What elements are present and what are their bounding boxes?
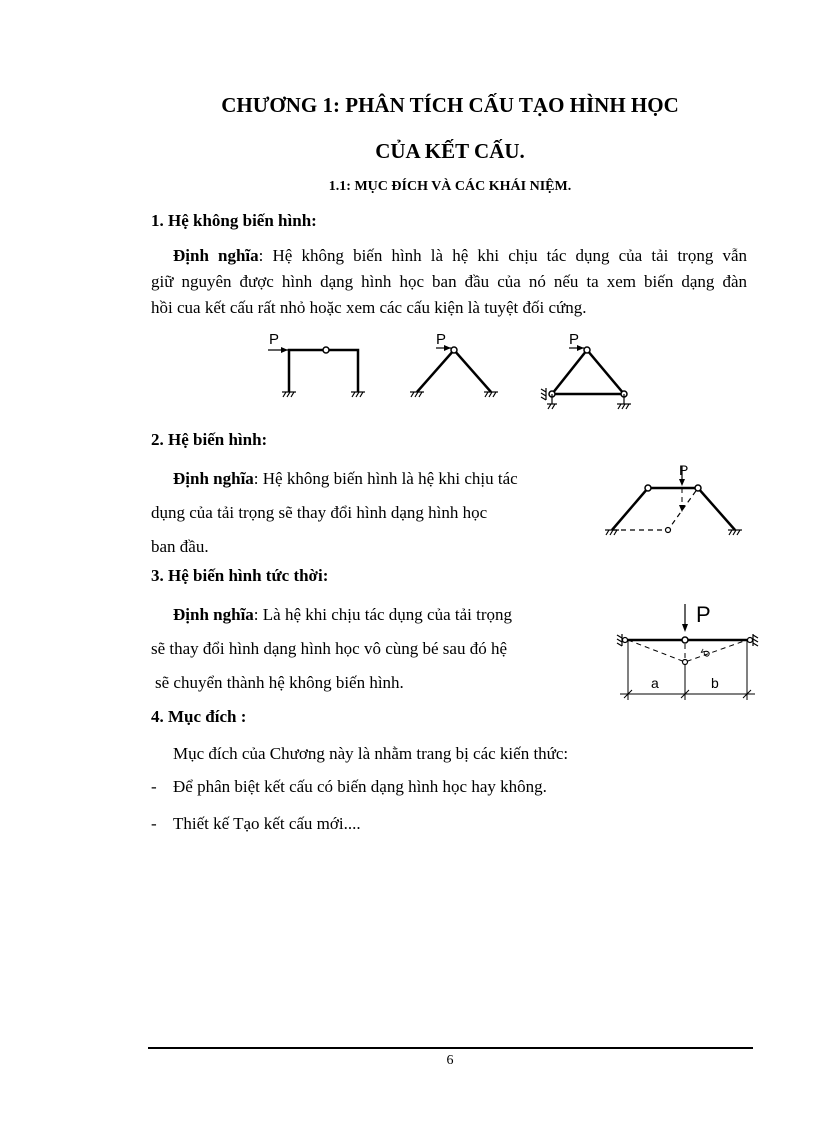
purpose-bullet-1 [151,774,547,800]
support-1a [282,392,296,397]
definition-paragraph-2 [151,462,571,564]
bullet-dash-1: - [151,777,157,796]
support-2b [484,392,498,397]
chapter-title-line1: CHƯƠNG 1: PHÂN TÍCH CẤU TẠO HÌNH HỌC [221,93,679,117]
heading-he-khong-bien-hinh: 1. Hệ không biến hình: [151,211,317,230]
chapter-title-line2: CỦA KẾT CẤU. [375,139,525,163]
bullet-text-1: Để phân biệt kết cấu có biến dạng hình học hay không. [173,777,547,796]
hinge-mech-displaced [666,528,671,533]
hinge-inst-right [748,638,753,643]
def2-text1: : Hệ không biến hình là hệ khi chịu tác [253,469,518,488]
mechanism-deformed [612,488,698,530]
definition-paragraph-3 [151,598,571,700]
heading-muc-dich: 4. Mục đích : [151,707,247,726]
def1-label: Định nghĩa [173,246,259,265]
def2-line3: ban đầu. [151,537,209,556]
dimension-line [620,640,755,700]
def3-line2: sẽ thay đổi hình dạng hình học vô cùng bé sau đó hệ [151,639,507,658]
heading-he-bien-hinh: 2. Hệ biến hình: [151,430,268,449]
frame-figure-2 [417,350,491,392]
bullet-dash-2: - [151,814,157,833]
deformed-inst [628,640,747,662]
support-inst-left [617,634,622,646]
support-mech-right [728,530,742,535]
def2-line1 [151,462,571,496]
hinge-inst-left [623,638,628,643]
deflection-arrowhead [679,505,685,512]
support-mech-left [605,530,619,535]
bullet-text-2: Thiết kế Tạo kết cấu mới.... [173,814,361,833]
dim-b-label: b [711,675,719,691]
page-number: 6 [446,1053,454,1068]
support-1b [351,392,365,397]
support-2a [410,392,424,397]
def1-text1: : Hệ không biến hình là hệ khi chịu tác dụng của tải trọng vẫn [258,246,748,265]
hinge-inst-top [682,637,688,643]
def2-line2: dụng của tải trọng sẽ thay đổi hình dạng hình học [151,503,488,522]
figure-instantaneous [600,598,770,708]
def3-label: Định nghĩa [173,605,254,624]
hinge-mech-left [645,485,651,491]
hinge-1 [323,347,329,353]
support-inst-right [753,634,758,646]
support-3-right [617,394,631,409]
arrowhead-1 [281,347,288,353]
load-label-1: P [269,331,280,348]
def3-line3: sẽ chuyển thành hệ không biến hình. [155,673,404,692]
hinge-mech-right [695,485,701,491]
def3-text1: : Là hệ khi chịu tác dụng của tải trọng [253,605,513,624]
frame-figure-3 [552,350,624,394]
frame-figure-1 [289,350,358,392]
def1-line1 [151,243,747,269]
arrowhead-mech [679,479,685,486]
hinge-2 [451,347,457,353]
purpose-bullet-2 [151,811,361,837]
delta-label: δ [697,646,714,660]
load-label-inst: P [696,602,711,627]
dim-a-label: a [651,675,659,691]
def1-line3: hồi cua kết cấu rất nhỏ hoặc xem các cấu kiện là tuyệt đối cứng. [151,298,587,317]
definition-paragraph-1 [151,243,747,321]
hinge-inst-bottom [683,660,688,665]
mechanism-frame [612,488,735,530]
load-label-3: P [569,331,580,348]
def2-label: Định nghĩa [173,469,254,488]
footer-rule [148,1047,753,1049]
load-label-2: P [436,331,447,348]
arrowhead-inst [682,624,688,632]
purpose-intro: Mục đích của Chương này là nhằm trang bị các kiến thức: [173,744,569,763]
figure-stable-systems [260,330,660,415]
figure-mechanism [600,460,750,550]
def1-line2: giữ nguyên được hình dạng hình học ban đầu của nó nếu ta xem biến dạng đàn [151,272,747,291]
section-heading: 1.1: MỤC ĐÍCH VÀ CÁC KHÁI NIỆM. [328,179,572,194]
load-label-mech: P [679,462,689,478]
heading-he-bien-hinh-tuc-thoi: 3. Hệ biến hình tức thời: [151,566,329,585]
def3-line1 [151,598,571,632]
hinge-3-top [584,347,590,353]
